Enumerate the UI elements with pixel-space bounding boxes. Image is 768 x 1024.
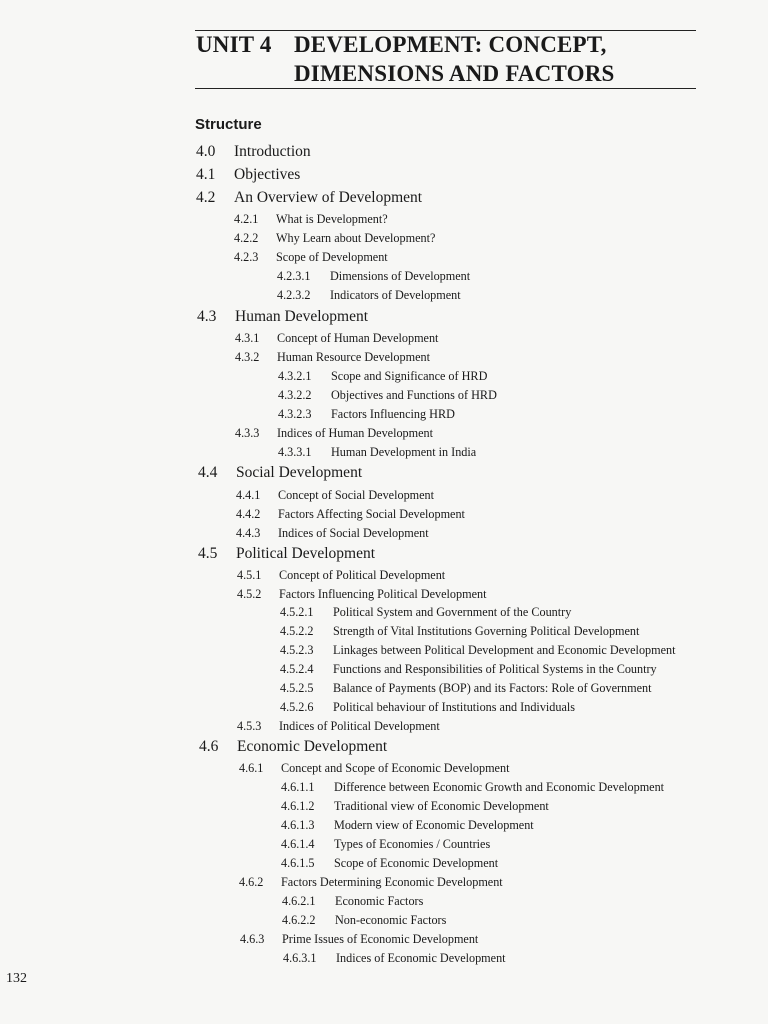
- toc-text: Factors Affecting Social Development: [278, 507, 465, 521]
- toc-number: 4.6.1.5: [281, 856, 315, 870]
- toc-text: Political behaviour of Institutions and Individuals: [333, 700, 576, 714]
- toc-number: 4.5.2.5: [280, 681, 314, 695]
- toc-entry-4-2-3-1: [277, 269, 470, 284]
- toc-number: 4.5.2.2: [280, 624, 314, 638]
- toc-entry-4-3-3-1: [278, 445, 476, 460]
- toc-text: Human Resource Development: [277, 350, 430, 364]
- toc-entry-4-5-2-5: [280, 681, 652, 696]
- toc-text: Indices of Human Development: [277, 426, 434, 440]
- toc-number: 4.6.1.4: [281, 837, 315, 851]
- toc-number: 4.5.2.1: [280, 605, 314, 619]
- toc-number: 4.3.3.1: [278, 445, 312, 459]
- toc-text: Linkages between Political Development and Economic Development: [333, 643, 676, 657]
- toc-entry-4-4: [198, 464, 362, 482]
- header-top-rule: [195, 30, 696, 31]
- toc-entry-4-2-2: [234, 231, 435, 246]
- toc-number: 4.5: [198, 545, 218, 562]
- toc-text: Factors Determining Economic Development: [281, 875, 503, 889]
- toc-entry-4-6-2: [239, 875, 503, 890]
- toc-entry-4-5-1: [237, 568, 445, 583]
- toc-entry-4-5-2-1: [280, 605, 571, 620]
- toc-number: 4.4.2: [236, 507, 261, 521]
- toc-entry-4-6-1-2: [281, 799, 549, 814]
- toc-number: 4.2.3: [234, 250, 259, 264]
- toc-entry-4-2-1: [234, 212, 388, 227]
- toc-entry-4-5-2: [237, 587, 486, 602]
- toc-entry-4-3: [197, 308, 368, 326]
- toc-number: 4.5.1: [237, 568, 262, 582]
- toc-number: 4.6.3: [240, 932, 265, 946]
- toc-number: 4.2.3.1: [277, 269, 311, 283]
- toc-text: Why Learn about Development?: [276, 231, 436, 245]
- toc-text: Strength of Vital Institutions Governing Political Development: [333, 624, 640, 638]
- toc-text: Concept of Political Development: [279, 568, 446, 582]
- toc-entry-4-5-3: [237, 719, 440, 734]
- toc-entry-4-6-1-4: [281, 837, 490, 852]
- toc-text: Functions and Responsibilities of Political Systems in the Country: [333, 662, 657, 676]
- toc-number: 4.3: [197, 308, 217, 325]
- toc-text: Indicators of Development: [330, 288, 461, 302]
- toc-number: 4.5.2.6: [280, 700, 314, 714]
- toc-entry-4-2: [196, 189, 422, 207]
- toc-text: Economic Factors: [335, 894, 424, 908]
- unit-title-line-2: DIMENSIONS AND FACTORS: [294, 61, 615, 86]
- toc-number: 4.6.2.2: [282, 913, 316, 927]
- toc-entry-4-3-2-3: [278, 407, 455, 422]
- toc-text: Indices of Political Development: [279, 719, 440, 733]
- toc-entry-4-3-2-2: [278, 388, 497, 403]
- toc-text: Traditional view of Economic Development: [334, 799, 549, 813]
- toc-number: 4.4.3: [236, 526, 261, 540]
- toc-number: 4.4.1: [236, 488, 261, 502]
- toc-entry-4-6-1-1: [281, 780, 664, 795]
- unit-title-line-1: DEVELOPMENT: CONCEPT,: [294, 32, 607, 57]
- toc-number: 4.2.1: [234, 212, 259, 226]
- header-bottom-rule: [195, 88, 696, 89]
- toc-text: Concept of Social Development: [278, 488, 435, 502]
- toc-number: 4.3.1: [235, 331, 260, 345]
- toc-text: Introduction: [234, 143, 311, 160]
- toc-entry-4-3-1: [235, 331, 438, 346]
- toc-text: Objectives: [234, 166, 301, 183]
- toc-text: Concept of Human Development: [277, 331, 439, 345]
- toc-text: Prime Issues of Economic Development: [282, 932, 479, 946]
- toc-number: 4.2: [196, 189, 216, 206]
- toc-text: Objectives and Functions of HRD: [331, 388, 497, 402]
- toc-number: 4.4: [198, 464, 218, 481]
- toc-entry-4-3-2: [235, 350, 430, 365]
- toc-text: Human Development in India: [331, 445, 477, 459]
- toc-number: 4.5.2.4: [280, 662, 314, 676]
- toc-text: Non-economic Factors: [335, 913, 447, 927]
- toc-number: 4.1: [196, 166, 216, 183]
- toc-number: 4.6.3.1: [283, 951, 317, 965]
- toc-number: 4.3.2.2: [278, 388, 312, 402]
- toc-text: Social Development: [236, 464, 363, 481]
- toc-text: Scope of Development: [276, 250, 388, 264]
- toc-entry-4-3-2-1: [278, 369, 487, 384]
- toc-number: 4.3.2: [235, 350, 260, 364]
- toc-entry-4-0: [196, 143, 311, 161]
- toc-entry-4-5-2-2: [280, 624, 639, 639]
- toc-entry-4-6-1-3: [281, 818, 534, 833]
- toc-entry-4-4-2: [236, 507, 465, 522]
- toc-entry-4-6-2-1: [282, 894, 423, 909]
- toc-text: Types of Economies / Countries: [334, 837, 491, 851]
- toc-text: Indices of Social Development: [278, 526, 429, 540]
- toc-entry-4-5-2-6: [280, 700, 575, 715]
- toc-number: 4.6.1.2: [281, 799, 315, 813]
- toc-number: 4.6: [199, 738, 219, 755]
- toc-text: Human Development: [235, 308, 369, 325]
- toc-entry-4-6-2-2: [282, 913, 446, 928]
- toc-number: 4.6.2: [239, 875, 264, 889]
- toc-entry-4-4-1: [236, 488, 434, 503]
- toc-entry-4-6-3: [240, 932, 478, 947]
- toc-text: Political System and Government of the Country: [333, 605, 572, 619]
- toc-text: Difference between Economic Growth and Economic Development: [334, 780, 665, 794]
- toc-text: Modern view of Economic Development: [334, 818, 534, 832]
- toc-text: Scope and Significance of HRD: [331, 369, 488, 383]
- toc-number: 4.3.3: [235, 426, 260, 440]
- toc-text: An Overview of Development: [234, 189, 423, 206]
- toc-number: 4.5.3: [237, 719, 262, 733]
- toc-number: 4.6.1: [239, 761, 264, 775]
- toc-number: 4.0: [196, 143, 216, 160]
- toc-text: Political Development: [236, 545, 376, 562]
- toc-entry-4-1: [196, 166, 300, 184]
- toc-entry-4-5: [198, 545, 375, 563]
- toc-text: Balance of Payments (BOP) and its Factors: Role of Government: [333, 681, 652, 695]
- toc-entry-4-6-1: [239, 761, 509, 776]
- toc-entry-4-2-3: [234, 250, 388, 265]
- toc-number: 4.6.1.3: [281, 818, 315, 832]
- toc-number: 4.2.2: [234, 231, 259, 245]
- toc-number: 4.3.2.1: [278, 369, 312, 383]
- unit-label: UNIT 4: [196, 32, 272, 57]
- toc-text: Concept and Scope of Economic Development: [281, 761, 510, 775]
- toc-text: Scope of Economic Development: [334, 856, 499, 870]
- toc-entry-4-6-1-5: [281, 856, 498, 871]
- page-number: 132: [6, 971, 27, 986]
- toc-text: What is Development?: [276, 212, 388, 226]
- toc-text: Economic Development: [237, 738, 388, 755]
- toc-entry-4-5-2-3: [280, 643, 676, 658]
- toc-number: 4.6.1.1: [281, 780, 315, 794]
- structure-heading: Structure: [195, 116, 262, 133]
- toc-text: Dimensions of Development: [330, 269, 471, 283]
- toc-number: 4.5.2: [237, 587, 262, 601]
- toc-entry-4-5-2-4: [280, 662, 657, 677]
- toc-entry-4-4-3: [236, 526, 429, 541]
- toc-entry-4-2-3-2: [277, 288, 461, 303]
- toc-number: 4.3.2.3: [278, 407, 312, 421]
- toc-text: Factors Influencing Political Development: [279, 587, 487, 601]
- toc-entry-4-6: [199, 738, 387, 756]
- toc-entry-4-6-3-1: [283, 951, 506, 966]
- toc-number: 4.5.2.3: [280, 643, 314, 657]
- toc-number: 4.2.3.2: [277, 288, 311, 302]
- toc-number: 4.6.2.1: [282, 894, 316, 908]
- toc-text: Factors Influencing HRD: [331, 407, 455, 421]
- toc-text: Indices of Economic Development: [336, 951, 506, 965]
- toc-entry-4-3-3: [235, 426, 433, 441]
